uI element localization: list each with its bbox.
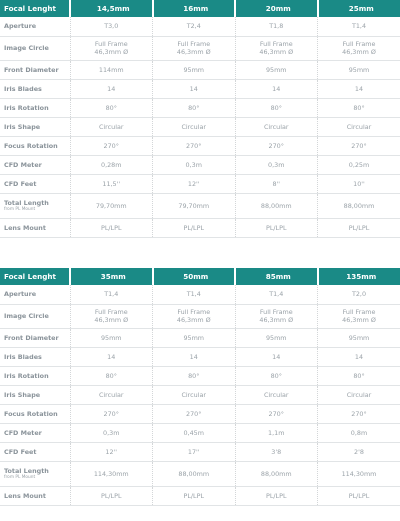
value-text: 80°	[270, 371, 282, 380]
row-label: CFD Meter	[4, 428, 42, 437]
value-cell	[70, 423, 153, 442]
row-label: Aperture	[4, 290, 37, 299]
value-cell	[235, 442, 318, 461]
row-label: CFD Feet	[4, 447, 37, 456]
row-label: Iris Shape	[4, 390, 41, 399]
value-text: 270°	[351, 141, 367, 150]
value-cell	[70, 461, 153, 486]
value-cell	[235, 347, 318, 366]
value-text: PL/LPL	[265, 491, 287, 500]
row-label: Front Diameter	[4, 65, 59, 74]
value-text: 95mm	[348, 333, 370, 342]
value-cell	[235, 193, 318, 218]
header-label: Focal Lenght	[0, 268, 70, 285]
value-cell	[235, 285, 318, 304]
row-label-cell	[0, 285, 70, 304]
value-cell	[70, 174, 153, 193]
row-label-cell	[0, 404, 70, 423]
value-text: 17''	[187, 447, 200, 456]
value-text: 14	[354, 84, 364, 93]
value-text: 80°	[270, 103, 282, 112]
value-cell	[70, 328, 153, 347]
value-cell	[70, 218, 153, 237]
value-cell	[235, 136, 318, 155]
value-cell	[318, 366, 400, 385]
value-cell	[318, 155, 400, 174]
value-cell	[235, 461, 318, 486]
value-cell	[70, 17, 153, 36]
row-label-cell	[0, 193, 70, 218]
value-text: 95mm	[348, 65, 370, 74]
value-text: Full Frame	[342, 308, 376, 316]
value-text: 14	[107, 352, 116, 361]
row-label-cell	[0, 347, 70, 366]
row-label-cell	[0, 98, 70, 117]
value-cell	[70, 60, 153, 79]
value-cell	[70, 304, 153, 328]
value-cell	[235, 304, 318, 328]
value-text: 46,3mm Ø	[176, 316, 211, 324]
value-cell	[70, 385, 153, 404]
value-text: 270°	[268, 141, 284, 150]
value-text: 95mm	[100, 333, 122, 342]
value-text: 88,00mm	[343, 201, 375, 210]
value-text: 46,3mm Ø	[259, 316, 294, 324]
value-cell	[70, 136, 153, 155]
value-cell	[153, 385, 236, 404]
value-text: PL/LPL	[100, 223, 122, 232]
value-text: 14	[107, 84, 116, 93]
value-cell	[318, 486, 400, 505]
value-cell	[318, 17, 400, 36]
value-cell	[318, 98, 400, 117]
value-cell	[235, 328, 318, 347]
row-image-circle	[0, 304, 400, 328]
value-text: PL/LPL	[348, 223, 370, 232]
value-cell	[153, 218, 236, 237]
row-front-diameter	[0, 328, 400, 347]
row-label-cell	[0, 155, 70, 174]
value-cell	[70, 193, 153, 218]
value-text: T2,0	[351, 290, 367, 299]
value-text: T1,4	[104, 290, 119, 299]
value-text: 1,1m	[268, 428, 285, 437]
row-cfd-meter	[0, 423, 400, 442]
value-text: Full Frame	[259, 40, 293, 48]
value-text: 95mm	[183, 333, 205, 342]
row-label: CFD Meter	[4, 160, 42, 169]
row-label-cell	[0, 79, 70, 98]
value-text: 46,3mm Ø	[94, 48, 129, 56]
value-cell	[70, 486, 153, 505]
header-focal-length: 50mm	[153, 268, 236, 285]
value-cell	[70, 79, 153, 98]
value-cell	[153, 404, 236, 423]
value-text: Circular	[346, 390, 372, 399]
value-cell	[318, 347, 400, 366]
value-cell	[318, 385, 400, 404]
row-cfd-meter	[0, 155, 400, 174]
row-label-cell	[0, 174, 70, 193]
value-cell	[318, 285, 400, 304]
row-iris-rotation	[0, 366, 400, 385]
value-text: 80°	[353, 103, 365, 112]
value-text: 2'8	[354, 447, 364, 456]
row-iris-shape	[0, 385, 400, 404]
row-label: Focus Rotation	[4, 141, 58, 150]
row-label: CFD Feet	[4, 179, 37, 188]
row-label-cell	[0, 36, 70, 60]
header-focal-length: 14,5mm	[70, 0, 153, 17]
value-text: 46,3mm Ø	[176, 48, 211, 56]
row-iris-shape	[0, 117, 400, 136]
value-cell	[153, 17, 236, 36]
value-text: 270°	[186, 141, 202, 150]
value-cell	[235, 218, 318, 237]
row-total-length	[0, 461, 400, 486]
row-label-cell	[0, 60, 70, 79]
value-cell	[318, 193, 400, 218]
row-label-cell	[0, 442, 70, 461]
value-text: 0,45m	[183, 428, 204, 437]
row-label-cell	[0, 17, 70, 36]
value-text: 11,5''	[102, 179, 121, 188]
value-cell	[318, 60, 400, 79]
value-text: 88,00mm	[260, 201, 292, 210]
row-iris-blades	[0, 347, 400, 366]
row-aperture	[0, 285, 400, 304]
row-label-cell	[0, 366, 70, 385]
value-text: 46,3mm Ø	[342, 316, 376, 324]
header-label: Focal Lenght	[0, 0, 70, 17]
value-text: 46,3mm Ø	[94, 316, 129, 324]
row-focus-rotation	[0, 136, 400, 155]
row-label: Iris Blades	[4, 352, 42, 361]
row-label: Total Length	[4, 467, 49, 475]
row-label: Image Circle	[4, 44, 49, 52]
row-label-cell	[0, 461, 70, 486]
value-cell	[235, 36, 318, 60]
value-text: 270°	[103, 141, 119, 150]
row-label: Total Length	[4, 199, 49, 207]
value-text: 0,3m	[103, 428, 120, 437]
value-cell	[70, 98, 153, 117]
row-iris-rotation	[0, 98, 400, 117]
value-text: Circular	[181, 390, 207, 399]
value-cell	[70, 117, 153, 136]
value-cell	[153, 193, 236, 218]
value-text: 270°	[351, 409, 367, 418]
row-label: Iris Rotation	[4, 371, 49, 380]
value-cell	[318, 461, 400, 486]
value-cell	[153, 98, 236, 117]
value-cell	[318, 218, 400, 237]
value-text: Full Frame	[177, 40, 211, 48]
value-cell	[235, 155, 318, 174]
row-label-cell	[0, 385, 70, 404]
value-cell	[70, 285, 153, 304]
row-label-cell	[0, 136, 70, 155]
value-cell	[235, 174, 318, 193]
value-cell	[70, 155, 153, 174]
value-cell	[153, 36, 236, 60]
value-cell	[235, 404, 318, 423]
value-text: 0,28m	[101, 160, 122, 169]
value-cell	[235, 98, 318, 117]
value-text: 46,3mm Ø	[342, 48, 376, 56]
value-text: Circular	[98, 122, 124, 131]
value-text: PL/LPL	[348, 491, 370, 500]
value-cell	[153, 117, 236, 136]
row-total-length	[0, 193, 400, 218]
value-cell	[153, 285, 236, 304]
value-cell	[235, 423, 318, 442]
value-text: 80°	[353, 371, 365, 380]
row-lens-mount	[0, 218, 400, 237]
value-text: T1,4	[351, 22, 367, 31]
header-focal-length: 20mm	[235, 0, 318, 17]
value-text: 80°	[188, 103, 200, 112]
row-label: Focus Rotation	[4, 409, 58, 418]
value-text: Full Frame	[259, 308, 293, 316]
value-cell	[235, 366, 318, 385]
value-text: Circular	[181, 122, 207, 131]
row-cfd-feet	[0, 174, 400, 193]
header-focal-length: 35mm	[70, 268, 153, 285]
value-text: Circular	[263, 122, 289, 131]
value-text: 80°	[105, 103, 117, 112]
value-cell	[153, 423, 236, 442]
value-text: PL/LPL	[265, 223, 287, 232]
row-label-cell	[0, 423, 70, 442]
row-label: Iris Rotation	[4, 103, 49, 112]
spec-table-2	[0, 268, 400, 506]
value-cell	[318, 328, 400, 347]
row-label-cell	[0, 486, 70, 505]
row-sublabel: from PL Mount	[4, 475, 36, 480]
value-cell	[153, 155, 236, 174]
row-focus-rotation	[0, 404, 400, 423]
value-cell	[235, 385, 318, 404]
value-text: 114mm	[98, 65, 124, 74]
header-focal-length: 135mm	[318, 268, 400, 285]
value-text: T2,4	[186, 22, 201, 31]
value-text: 270°	[103, 409, 119, 418]
value-text: Full Frame	[342, 40, 376, 48]
value-cell	[153, 366, 236, 385]
row-label: Iris Blades	[4, 84, 42, 93]
value-text: 14	[189, 84, 198, 93]
value-cell	[235, 486, 318, 505]
value-text: 95mm	[265, 65, 287, 74]
value-cell	[153, 304, 236, 328]
row-image-circle	[0, 36, 400, 60]
value-cell	[235, 17, 318, 36]
value-text: 114,30mm	[93, 469, 129, 478]
value-cell	[235, 117, 318, 136]
spec-table-1	[0, 0, 400, 238]
value-text: 14	[354, 352, 364, 361]
value-text: 95mm	[183, 65, 205, 74]
row-aperture	[0, 17, 400, 36]
row-cfd-feet	[0, 442, 400, 461]
value-text: 10''	[353, 179, 365, 188]
value-cell	[318, 304, 400, 328]
value-text: 79,70mm	[178, 201, 210, 210]
value-cell	[318, 442, 400, 461]
value-text: PL/LPL	[183, 223, 205, 232]
value-cell	[318, 117, 400, 136]
value-cell	[153, 347, 236, 366]
header-focal-length: 25mm	[318, 0, 400, 17]
value-text: 270°	[186, 409, 202, 418]
value-cell	[153, 60, 236, 79]
row-label: Image Circle	[4, 312, 49, 320]
row-label: Lens Mount	[4, 491, 46, 500]
value-text: T1,4	[186, 290, 201, 299]
value-text: 8''	[272, 179, 281, 188]
value-text: 79,70mm	[95, 201, 127, 210]
value-cell	[318, 423, 400, 442]
value-text: 0,8m	[350, 428, 368, 437]
value-text: 0,3m	[185, 160, 202, 169]
value-text: PL/LPL	[100, 491, 122, 500]
value-cell	[318, 404, 400, 423]
value-text: T1,8	[269, 22, 284, 31]
value-text: Circular	[346, 122, 372, 131]
value-text: 3'8	[271, 447, 282, 456]
value-text: 14	[272, 352, 281, 361]
row-label-cell	[0, 117, 70, 136]
value-text: Circular	[98, 390, 124, 399]
value-text: 270°	[268, 409, 284, 418]
value-text: T1,4	[269, 290, 284, 299]
value-cell	[318, 79, 400, 98]
header-focal-length: 85mm	[235, 268, 318, 285]
value-cell	[318, 174, 400, 193]
value-cell	[235, 79, 318, 98]
value-cell	[70, 347, 153, 366]
value-text: 95mm	[265, 333, 287, 342]
row-label-cell	[0, 218, 70, 237]
value-text: Circular	[263, 390, 289, 399]
value-cell	[235, 60, 318, 79]
value-text: Full Frame	[94, 40, 128, 48]
value-cell	[318, 136, 400, 155]
row-label: Lens Mount	[4, 223, 46, 232]
value-cell	[318, 36, 400, 60]
value-text: 14	[189, 352, 198, 361]
value-cell	[153, 79, 236, 98]
value-text: Full Frame	[177, 308, 211, 316]
row-lens-mount	[0, 486, 400, 505]
value-text: 46,3mm Ø	[259, 48, 294, 56]
value-text: T3,0	[104, 22, 119, 31]
value-text: Full Frame	[94, 308, 128, 316]
row-label: Aperture	[4, 22, 37, 31]
value-cell	[153, 461, 236, 486]
value-text: 80°	[188, 371, 200, 380]
value-text: 114,30mm	[341, 469, 377, 478]
row-label-cell	[0, 304, 70, 328]
value-cell	[70, 404, 153, 423]
value-text: 12''	[105, 447, 118, 456]
value-cell	[153, 442, 236, 461]
header-row	[0, 268, 400, 285]
value-text: 88,00mm	[178, 469, 210, 478]
value-cell	[70, 366, 153, 385]
header-row	[0, 0, 400, 17]
value-text: 12''	[187, 179, 200, 188]
row-sublabel: from PL Mount	[4, 207, 36, 212]
value-text: PL/LPL	[183, 491, 205, 500]
value-text: 0,25m	[348, 160, 370, 169]
row-label: Iris Shape	[4, 122, 41, 131]
value-text: 0,3m	[268, 160, 285, 169]
value-text: 88,00mm	[260, 469, 292, 478]
value-cell	[70, 442, 153, 461]
row-front-diameter	[0, 60, 400, 79]
value-cell	[153, 136, 236, 155]
value-text: 80°	[105, 371, 117, 380]
value-cell	[153, 174, 236, 193]
row-iris-blades	[0, 79, 400, 98]
value-cell	[153, 328, 236, 347]
row-label: Front Diameter	[4, 333, 59, 342]
header-focal-length: 16mm	[153, 0, 236, 17]
value-cell	[153, 486, 236, 505]
row-label-cell	[0, 328, 70, 347]
value-cell	[70, 36, 153, 60]
value-text: 14	[272, 84, 281, 93]
